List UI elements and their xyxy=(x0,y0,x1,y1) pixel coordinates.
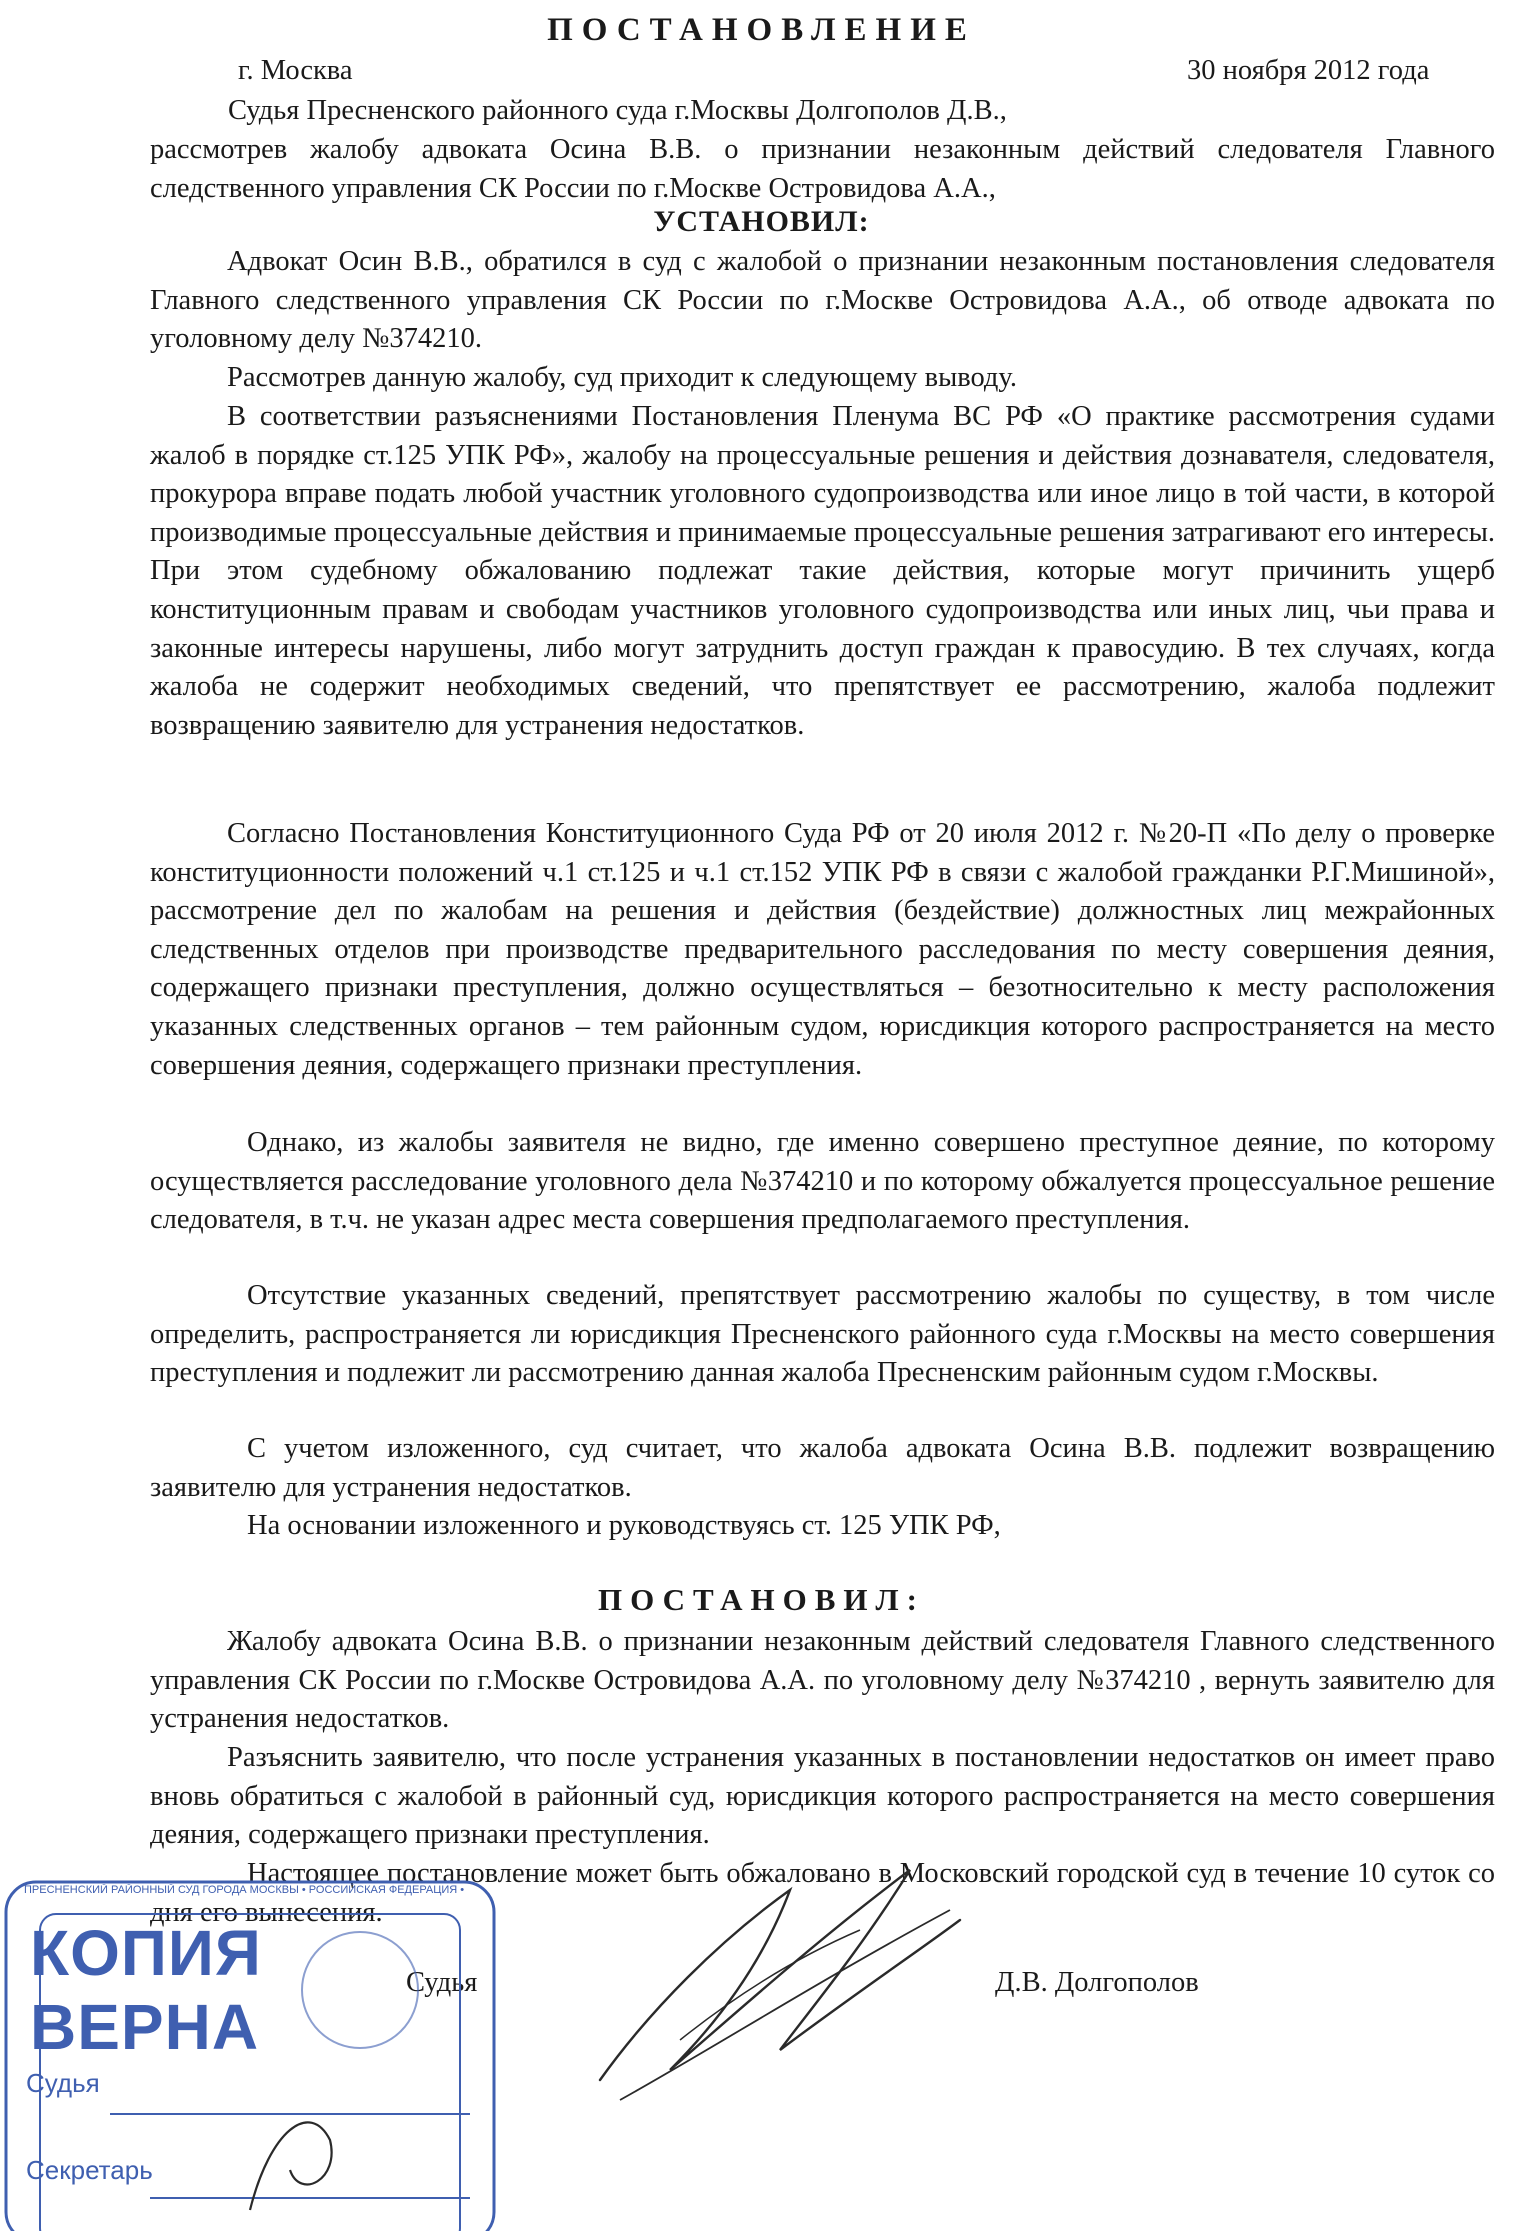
stamp-main-text: КОПИЯ ВЕРНА xyxy=(30,1917,262,2063)
paragraph-constitutional-court xyxy=(150,815,1495,1085)
stamp-ring-text: ПРЕСНЕНСКИЙ РАЙОННЫЙ СУД ГОРОДА МОСКВЫ • РОССИЙСКАЯ ФЕДЕРАЦИЯ • xyxy=(24,1884,465,1896)
paragraph-text: С учетом изложенного, суд считает, что жалоба адвоката Осина В.В. подлежит возвращению заявителю для устранения недостатков. xyxy=(150,1433,1495,1503)
paragraph-text: Жалобу адвоката Осина В.В. о признании незаконным действий следователя Главного следственного управления СК России по г.Москве Островидова А.А. по уголовному делу №374210 , вернуть заявителю для устранения недостатков. xyxy=(150,1626,1495,1735)
city: г. Москва xyxy=(238,55,353,86)
handwritten-signature-icon xyxy=(560,1800,980,2120)
paragraph-text: На основании изложенного и руководствуясь ст. 125 УПК РФ, xyxy=(247,1510,1001,1541)
paragraph-basis xyxy=(150,1507,1495,1546)
intro-paragraph: рассмотрев жалобу адвоката Осина В.В. о признании незаконным действий следователя Главного следственного управления СК России по г.Москве Островидова А.А., xyxy=(150,134,1495,204)
paragraph-however xyxy=(150,1124,1495,1240)
date: 30 ноября 2012 года xyxy=(1187,55,1430,86)
stamp-secretary-label: Секретарь xyxy=(26,2155,153,2185)
paragraph-plenum xyxy=(150,398,1495,745)
paragraph-absence xyxy=(150,1277,1495,1393)
paragraph-considering xyxy=(150,1430,1495,1507)
paragraph-complaint xyxy=(150,243,1495,359)
paragraph-text: В соответствии разъяснениями Постановления Пленума ВС РФ «О практике рассмотрения судами жалоб в порядке ст.125 УПК РФ», жалобу на процессуальные решения и действия дознавателя, следователя, прокурора вправе подать любой участник уголовного судопроизводства или иное лицо в той части, в которой производимые процессуальные действия и принимаемые процессуальные решения затрагивают его интересы. При этом судебному обжалованию подлежат такие действия, которые могут причинить ущерб конституционным правам и свободам участников уголовного судопроизводства или иных лиц, чьи права и законные интересы нарушены, либо могут затруднить доступ граждан к правосудию. В тех случаях, когда жалоба не содержит необходимых сведений, что препятствует ее рассмотрению, жалоба подлежит возвращению заявителю для устранения недостатков. xyxy=(150,401,1495,741)
court-stamp xyxy=(0,1880,500,2231)
stamp-judge-label: Судья xyxy=(26,2068,100,2098)
paragraph-text: Согласно Постановления Конституционного Суда РФ от 20 июля 2012 г. №20-П «По делу о проверке конституционности положений ч.1 ст.125 и ч.1 ст.152 УПК РФ в связи с жалобой гражданки Р.Г.Мишиной», рассмотрение дел по жалобам на решения и действия (бездействие) должностных лиц межрайонных следственных отделов при производстве предварительного расследования по месту совершения деяния, содержащего признаки преступления, должно осуществляться – безотносительно к месту расположения указанных следственных органов – тем районным судом, юрисдикция которого распространяется на место совершения деяния, содержащего признаки преступления. xyxy=(150,818,1495,1081)
paragraph-return xyxy=(150,1623,1495,1739)
paragraph-text: Рассмотрев данную жалобу, суд приходит к следующему выводу. xyxy=(227,362,1017,393)
paragraph-text: Настоящее постановление может быть обжаловано в Московский городской суд в течение 10 суток со дня его вынесения. xyxy=(150,1858,1495,1928)
paragraph-review xyxy=(150,359,1495,398)
document-title: ПОСТАНОВЛЕНИЕ xyxy=(547,12,976,48)
paragraph-text: Адвокат Осин В.В., обратился в суд с жалобой о признании незаконным постановления следователя Главного следственного управления СК России по г.Москве Островидова А.А., об отводе адвоката по уголовному делу №374210. xyxy=(150,246,1495,355)
signature-role: Судья xyxy=(406,1967,478,1998)
intro-judge-line: Судья Пресненского районного суда г.Москвы Долгополов Д.В., xyxy=(228,95,1007,126)
paragraph-text: Отсутствие указанных сведений, препятствует рассмотрению жалобы по существу, в том числе определить, распространяется ли юрисдикция Пресненского районного суда г.Москвы на место совершения преступления и подлежит ли рассмотрению данная жалоба Пресненским районным судом г.Москвы. xyxy=(150,1280,1495,1389)
section-resolved-heading: ПОСТАНОВИЛ: xyxy=(598,1582,925,1617)
section-established-heading: УСТАНОВИЛ: xyxy=(653,205,870,238)
signature-name: Д.В. Долгополов xyxy=(995,1967,1199,1998)
paragraph-text: Однако, из жалобы заявителя не видно, где именно совершено преступное деяние, по которому осуществляется расследование уголовного дела №374210 и по которому обжалуется процессуальное решение следователя, в т.ч. не указан адрес места совершения предполагаемого преступления. xyxy=(150,1127,1495,1236)
paragraph-text: Разъяснить заявителю, что после устранения указанных в постановлении недостатков он имеет право вновь обратиться с жалобой в районный суд, юрисдикция которого распространяется на место совершения деяния, содержащего признаки преступления. xyxy=(150,1742,1495,1851)
